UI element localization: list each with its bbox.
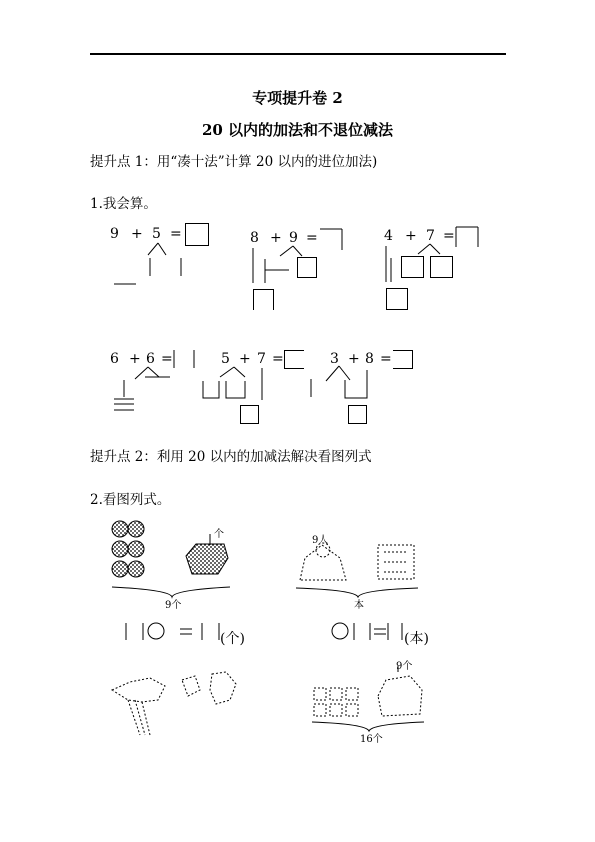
addend-a: 5: [221, 351, 230, 367]
item-icon: [314, 704, 326, 716]
addend-b: 9: [289, 230, 298, 246]
equals-sign: =: [272, 351, 284, 367]
plus-sign: +: [405, 228, 417, 244]
section1-question: 1.我会算。: [90, 196, 157, 212]
fig2-unit: (本): [404, 631, 429, 647]
plus-sign: +: [129, 351, 141, 367]
addend-b: 7: [257, 351, 266, 367]
addend-b: 8: [365, 351, 374, 367]
plus-sign: +: [131, 226, 143, 242]
page-subtitle: 20 以内的加法和不退位减法: [201, 121, 394, 139]
equals-sign: =: [306, 230, 318, 246]
fig2-brace-label: 本: [354, 600, 364, 611]
fig1-top-label: 个: [214, 529, 224, 540]
fig4-top-label: 9个: [396, 661, 413, 672]
fig2-top-label: 9人: [312, 535, 329, 546]
plus-sign: +: [348, 351, 360, 367]
page-title: 专项提升卷 2: [252, 89, 343, 107]
section1-heading: 提升点 1：用“凑十法”计算 20 以内的进位加法): [90, 154, 378, 170]
addend-b: 5: [152, 226, 161, 242]
item-icon: [346, 704, 358, 716]
addend-a: 8: [250, 230, 259, 246]
equals-sign: =: [161, 351, 173, 367]
item-icon: [330, 704, 342, 716]
item-icon: [330, 688, 342, 700]
item-icon: [314, 688, 326, 700]
fig1-unit: (个): [220, 631, 245, 647]
equals-sign: =: [380, 351, 392, 367]
item-icon: [346, 688, 358, 700]
addend-a: 4: [384, 228, 393, 244]
plus-sign: +: [270, 230, 282, 246]
plus-sign: +: [239, 351, 251, 367]
addend-a: 3: [330, 351, 339, 367]
addend-a: 6: [110, 351, 119, 367]
section2-question: 2.看图列式。: [90, 492, 171, 508]
section2-heading: 提升点 2：利用 20 以内的加减法解决看图列式: [90, 449, 372, 465]
addend-a: 9: [110, 226, 119, 242]
addend-b: 7: [426, 228, 435, 244]
fig1-brace-label: 9个: [165, 600, 182, 611]
equals-sign: =: [443, 228, 455, 244]
equals-sign: =: [170, 226, 182, 242]
addend-b: 6: [146, 351, 155, 367]
fig4-brace-label: 16个: [360, 734, 383, 745]
basket-icon: [378, 676, 422, 716]
